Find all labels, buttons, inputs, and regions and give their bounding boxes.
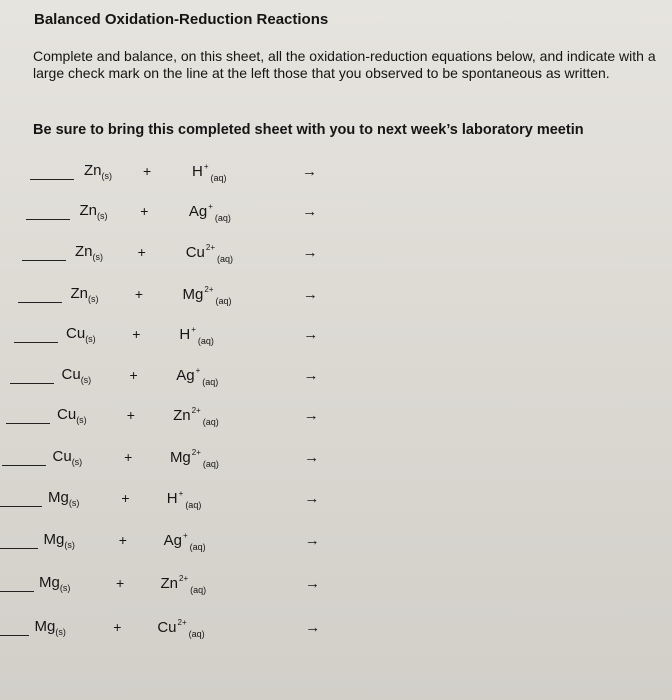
reaction-row — [0, 162, 672, 188]
metal-state: (s) — [92, 252, 104, 262]
ion-charge: 2+ — [205, 243, 215, 252]
metal-symbol: Cu — [52, 448, 72, 465]
plus-sign: + — [118, 532, 127, 548]
reminder-text: Be sure to bring this completed sheet with you to next week’s laboratory meetin — [33, 122, 584, 138]
metal-state: (s) — [85, 334, 96, 344]
reaction-row — [0, 285, 672, 311]
reaction-row — [0, 574, 672, 600]
plus-sign: + — [113, 619, 122, 635]
plus-sign: + — [140, 203, 149, 219]
ion-state: (aq) — [189, 542, 206, 552]
ion-reactant — [183, 285, 232, 306]
check-mark-line[interactable] — [0, 506, 42, 507]
ion-state: (aq) — [188, 629, 205, 639]
metal-symbol: Mg — [34, 618, 56, 635]
metal-reactant — [57, 406, 87, 425]
reaction-arrow-icon: → — [304, 532, 320, 549]
reaction-row — [0, 406, 672, 432]
metal-reactant — [84, 162, 112, 181]
reaction-row — [0, 489, 672, 515]
ion-state: (aq) — [185, 500, 202, 510]
ion-symbol: Ag — [176, 367, 195, 384]
metal-reactant — [53, 448, 83, 467]
metal-symbol: Zn — [79, 202, 98, 219]
metal-reactant — [35, 618, 66, 637]
check-mark-line[interactable] — [22, 260, 66, 261]
metal-state: (s) — [76, 415, 87, 425]
ion-charge: + — [178, 489, 184, 498]
check-mark-line[interactable] — [6, 423, 50, 424]
ion-symbol: H — [166, 490, 178, 507]
ion-symbol: H — [192, 163, 203, 180]
reaction-row — [0, 202, 672, 228]
ion-charge: 2+ — [191, 406, 201, 415]
metal-state: (s) — [68, 498, 80, 508]
ion-symbol: Cu — [185, 244, 205, 261]
ion-charge: 2+ — [191, 448, 201, 457]
metal-symbol: Mg — [43, 531, 65, 548]
reaction-arrow-icon: → — [303, 326, 319, 343]
metal-reactant — [62, 366, 92, 385]
check-mark-line[interactable] — [2, 465, 46, 466]
page-title: Balanced Oxidation-Reduction Reactions — [34, 11, 329, 28]
ion-state: (aq) — [215, 296, 232, 306]
plus-sign: + — [143, 163, 152, 179]
ion-state: (aq) — [202, 377, 219, 387]
metal-reactant — [71, 285, 99, 304]
ion-charge: + — [183, 531, 188, 540]
reaction-arrow-icon: → — [304, 449, 320, 466]
reaction-arrow-icon: → — [303, 407, 319, 424]
metal-reactant — [66, 325, 96, 344]
plus-sign: + — [126, 407, 135, 423]
metal-symbol: Zn — [84, 162, 102, 179]
ion-symbol: Zn — [160, 575, 179, 592]
ion-charge: + — [191, 325, 196, 334]
metal-symbol: Mg — [39, 574, 60, 591]
ion-reactant — [167, 489, 202, 510]
ion-symbol: Zn — [173, 407, 191, 424]
reaction-row — [0, 531, 672, 557]
reaction-arrow-icon: → — [302, 286, 318, 303]
ion-symbol: Ag — [163, 532, 182, 549]
metal-reactant — [80, 202, 108, 221]
metal-state: (s) — [80, 375, 92, 385]
metal-state: (s) — [55, 627, 66, 637]
instructions-text: Complete and balance, on this sheet, all the oxidation-reduction equations below, and indicate with a large check mark on the line at the left those that you observed to be spontaneous as written. — [33, 48, 656, 81]
ion-reactant — [164, 531, 206, 552]
metal-state: (s) — [64, 540, 75, 550]
reaction-row — [0, 366, 672, 392]
plus-sign: + — [134, 286, 144, 302]
ion-reactant — [157, 618, 204, 639]
metal-symbol: Zn — [75, 243, 93, 260]
metal-state: (s) — [71, 457, 83, 467]
metal-reactant — [75, 243, 103, 262]
check-mark-line[interactable] — [0, 591, 34, 592]
reaction-arrow-icon: → — [305, 619, 321, 636]
plus-sign: + — [132, 326, 141, 342]
reaction-row — [0, 243, 672, 269]
metal-symbol: Mg — [48, 489, 69, 506]
metal-symbol: Cu — [66, 325, 86, 342]
reaction-arrow-icon: → — [302, 244, 318, 261]
ion-symbol: Ag — [188, 203, 208, 220]
metal-state: (s) — [101, 171, 113, 181]
check-mark-line[interactable] — [0, 548, 38, 549]
ion-symbol: Mg — [169, 449, 191, 466]
ion-state: (aq) — [202, 459, 219, 469]
plus-sign: + — [129, 367, 138, 383]
ion-charge: + — [203, 162, 209, 171]
check-mark-line[interactable] — [0, 635, 29, 636]
reaction-arrow-icon: → — [304, 490, 320, 507]
metal-symbol: Cu — [57, 406, 77, 423]
check-mark-line[interactable] — [18, 302, 62, 303]
metal-state: (s) — [97, 211, 108, 221]
ion-state: (aq) — [190, 585, 207, 595]
ion-state: (aq) — [217, 254, 234, 264]
ion-reactant — [161, 574, 207, 595]
ion-state: (aq) — [210, 173, 227, 183]
reaction-row — [0, 325, 672, 351]
ion-state: (aq) — [202, 417, 219, 427]
metal-reactant — [48, 489, 79, 508]
reaction-row — [0, 618, 672, 644]
ion-reactant — [179, 325, 214, 346]
ion-reactant — [189, 202, 231, 223]
ion-state: (aq) — [214, 213, 231, 223]
ion-reactant — [192, 162, 227, 183]
ion-reactant — [173, 406, 219, 427]
ion-charge: 2+ — [177, 618, 187, 627]
plus-sign: + — [121, 490, 130, 506]
metal-state: (s) — [59, 583, 71, 593]
check-mark-line[interactable] — [26, 219, 70, 220]
metal-symbol: Zn — [70, 285, 89, 302]
metal-state: (s) — [88, 294, 99, 304]
ion-reactant — [170, 448, 219, 469]
check-mark-line[interactable] — [10, 383, 54, 384]
reaction-arrow-icon: → — [303, 367, 319, 384]
ion-reactant — [176, 366, 218, 387]
plus-sign: + — [124, 449, 133, 465]
plus-sign: + — [116, 575, 125, 591]
check-mark-line[interactable] — [30, 179, 74, 180]
reaction-arrow-icon: → — [302, 203, 318, 220]
ion-charge: 2+ — [204, 285, 214, 294]
ion-symbol: H — [179, 326, 191, 343]
ion-reactant — [186, 243, 233, 264]
ion-state: (aq) — [197, 336, 214, 346]
ion-charge: 2+ — [179, 574, 189, 583]
ion-symbol: Cu — [157, 619, 177, 636]
check-mark-line[interactable] — [14, 342, 58, 343]
plus-sign: + — [137, 244, 146, 260]
reaction-arrow-icon: → — [305, 575, 320, 592]
metal-reactant — [44, 531, 75, 550]
ion-symbol: Mg — [182, 286, 204, 303]
metal-symbol: Cu — [61, 366, 81, 383]
ion-charge: + — [195, 366, 201, 375]
reaction-arrow-icon: → — [302, 163, 317, 180]
reaction-row — [0, 448, 672, 474]
ion-charge: + — [208, 202, 213, 211]
metal-reactant — [39, 574, 70, 593]
